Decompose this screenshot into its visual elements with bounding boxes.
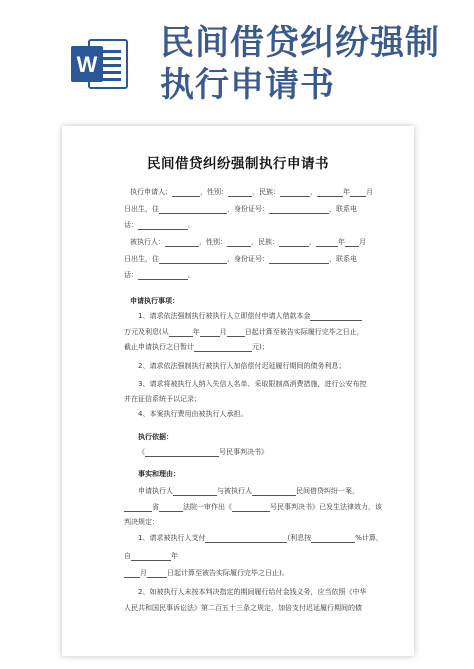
year-blank <box>169 328 193 337</box>
year-label: 年 <box>192 328 200 336</box>
phone-label: ，联系电 <box>329 255 357 263</box>
facts-heading: 事实和理由： <box>138 470 180 478</box>
tentative-total-label: 截止申请执行之日暂计 <box>124 343 194 351</box>
facts-line-3: 判决规定： <box>124 518 159 526</box>
until-text: 日起计算至被告实际履行完毕之日止)。 <box>167 569 289 577</box>
principal-blank <box>310 312 362 321</box>
case-type-text: 民间借贷纠纷一案， <box>296 487 359 495</box>
ethnicity-blank <box>280 188 310 197</box>
matter-1-line-3 <box>124 342 269 352</box>
month-label: 月 <box>219 328 227 336</box>
facts-line-4 <box>138 533 383 543</box>
matter-3-line-1: 3、请求将被执行人纳入失信人名单、采取限制高消费措施，进行公安布控 <box>138 380 367 388</box>
court-label: 法院一审作出《 <box>183 503 232 511</box>
case-number-blank <box>145 448 219 457</box>
facts-line-6 <box>124 568 289 578</box>
rate-blank <box>311 534 355 543</box>
banner-title-line2: 执行申请书 <box>160 65 335 105</box>
matter-2: 2、请求依法强制执行被执行人加倍偿付迟延履行期间的债务利息； <box>138 362 346 370</box>
document-page <box>62 126 414 656</box>
province-label: 省 <box>152 503 159 511</box>
id-blank <box>269 255 329 264</box>
applicant-line-1 <box>130 187 373 197</box>
banner-title <box>160 22 440 106</box>
month-label: 月 <box>366 188 373 196</box>
period: 。 <box>188 221 195 229</box>
from-label: 自 <box>124 552 131 560</box>
address-blank <box>159 255 227 264</box>
applicant-ref: 申请执行人 <box>138 487 173 495</box>
respondent-name-blank <box>252 487 296 496</box>
interest-from-label: 万元及利息(从 <box>124 328 169 336</box>
gender-blank <box>227 238 251 247</box>
month-blank <box>200 328 220 337</box>
interest-rate-label: (利息按 <box>287 534 312 542</box>
yuan-label: 元)； <box>252 343 269 351</box>
id-blank <box>269 205 329 214</box>
month-label: 月 <box>359 238 366 246</box>
year-label: 年 <box>171 552 178 560</box>
comma: ， <box>309 238 316 246</box>
respondent-ref: 与被执行人 <box>217 487 252 495</box>
gender-label: ，性别： <box>199 238 227 246</box>
month-label: 月 <box>140 569 147 577</box>
birth-address-label: 日出生，住 <box>124 205 159 213</box>
phone-blank <box>138 221 188 230</box>
period: 。 <box>188 271 195 279</box>
logo-letter: W <box>76 52 98 77</box>
id-label: ，身份证号： <box>227 205 269 213</box>
ethnicity-label: ，民族： <box>251 238 279 246</box>
matters-heading: 申请执行事项： <box>130 297 179 305</box>
comma: ， <box>310 188 317 196</box>
document-title: 民间借贷纠纷强制执行申请书 <box>147 156 329 172</box>
case-number-blank <box>232 503 270 512</box>
phone-label-cont: 话： <box>124 221 138 229</box>
facts-line-5 <box>124 551 178 561</box>
facts-line-8: 人民共和国民事诉讼法》第二百五十三条之规定，加倍支付迟延履行期间的债 <box>124 604 362 612</box>
name-blank <box>165 238 199 247</box>
applicant-line-3 <box>124 220 195 230</box>
province-blank <box>124 503 152 512</box>
percent-label: %计算， <box>355 534 383 542</box>
ethnicity-blank <box>279 238 309 247</box>
matter-1-text: 1、请求依法强制执行被执行人立即偿付申请人借款本金 <box>138 312 311 320</box>
day-blank <box>227 328 245 337</box>
matter-3-line-2: 并在征信系统予以记录； <box>124 395 201 403</box>
judgment-label: 号民事判决书》 <box>219 448 268 456</box>
phone-blank <box>138 271 188 280</box>
matter-1-line-1 <box>138 311 362 321</box>
basis-line <box>138 447 268 457</box>
year-blank <box>317 188 343 197</box>
day-blank <box>147 569 167 578</box>
facts-line-2 <box>124 502 382 512</box>
ethnicity-label: ，民族： <box>252 188 280 196</box>
id-label: ，身份证号： <box>227 255 269 263</box>
gender-label: ，性别： <box>200 188 228 196</box>
facts-line-7: 2、如被执行人未按本判决指定的期间履行给付金钱义务，应当依照《中华 <box>138 588 367 596</box>
gender-blank <box>228 188 252 197</box>
phone-label: ，联系电 <box>329 205 357 213</box>
respondent-line-3 <box>124 270 195 280</box>
open-quote: 《 <box>138 448 145 456</box>
year-blank <box>316 238 338 247</box>
year-blank <box>131 552 171 561</box>
month-blank <box>350 188 366 197</box>
year-label: 年 <box>343 188 350 196</box>
matter-4: 4、本案执行费用由被执行人承担。 <box>138 410 248 418</box>
banner-title-line1: 民间借贷纠纷强制 <box>160 23 440 63</box>
respondent-line-2 <box>124 254 357 264</box>
court-blank <box>159 503 183 512</box>
pay-label: 1、请求被执行人支付 <box>138 534 206 542</box>
respondent-line-1 <box>130 237 366 247</box>
name-blank <box>172 188 200 197</box>
phone-label-cont: 话： <box>124 271 138 279</box>
effective-text: 号民事判决书》已发生法律效力，该 <box>270 503 382 511</box>
address-blank <box>159 205 227 214</box>
applicant-line-2 <box>124 204 357 214</box>
banner <box>0 0 474 115</box>
total-blank <box>194 343 252 352</box>
birth-address-label: 日出生，住 <box>124 255 159 263</box>
matter-1-line-2 <box>124 327 364 337</box>
interest-until-text: 日起计算至被告实际履行完毕之日止， <box>244 328 364 336</box>
month-blank <box>345 238 359 247</box>
facts-line-1 <box>138 486 359 496</box>
month-blank <box>124 569 140 578</box>
applicant-label: 执行申请人： <box>130 188 172 196</box>
applicant-name-blank <box>173 487 217 496</box>
word-document-icon <box>69 34 129 94</box>
year-label: 年 <box>338 238 345 246</box>
amount-blank <box>205 534 287 543</box>
respondent-label: 被执行人： <box>130 238 165 246</box>
basis-heading: 执行依据： <box>138 433 173 441</box>
